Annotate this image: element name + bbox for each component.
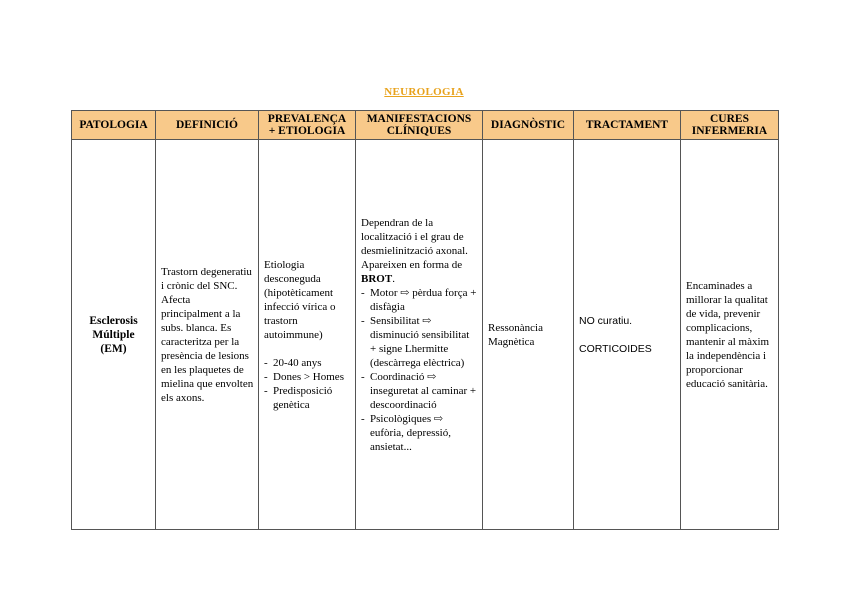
header-manifestacions-line1: MANIFESTACIONS [366,113,472,125]
intro-text: Dependran de la localització i el grau de desmielinització axonal. Apareixen en forma de [361,216,468,271]
spacer [264,342,351,356]
list-item: - Coordinació ⇨ inseguretat al caminar + descoordinació [361,370,478,412]
pathology-line2: Múltiple [92,328,135,341]
intro-bold: BROT [361,272,393,285]
header-prevalenca-line1: PREVALENÇA [267,113,347,125]
intro-end: . [392,272,395,285]
treatment-line1: NO curatiu. [579,314,633,327]
cell-prevalenca [259,140,356,530]
pathology-line3: (EM) [100,342,127,355]
header-tractament: TRACTAMENT [574,111,681,140]
pathology-name [72,314,155,356]
header-cures-line2: INFERMERIA [691,125,768,137]
header-diagnostic: DIAGNÒSTIC [483,111,574,140]
list-item: - 20-40 anys [264,356,351,370]
header-prevalenca [259,111,356,140]
header-prevalenca-line2: + ETIOLOGIA [268,125,346,137]
header-row [72,111,779,140]
header-cures-line1: CURES [710,113,749,125]
prevalence-list [264,356,351,412]
treatment-line2: CORTICOIDES [579,342,652,355]
list-item: - Motor ⇨ pèrdua força + disfàgia [361,286,478,314]
manifestations-list [361,286,478,454]
cell-definicio [156,140,259,530]
header-manifestacions [356,111,483,140]
header-definicio: DEFINICIÓ [156,111,259,140]
definition-text: Trastorn degeneratiu i crònic del SNC. Afecta principalment a la subs. blanca. Es caracteritza per la presència de lesions en les plaquetes de mielina que envolten els axons. [161,265,254,404]
cell-patologia [72,140,156,530]
manifestations-intro [361,216,478,286]
diagnostic-text: Ressonància Magnètica [488,321,543,348]
list-item: - Sensibilitat ⇨ disminució sensibilitat + signe Lhermitte (descàrrega elèctrica) [361,314,478,370]
header-cures [681,111,779,140]
table-row [72,140,779,530]
prevalence-content [259,258,355,412]
cell-manifestacions [356,140,483,530]
etiology-text: Etiologia desconeguda (hipotèticament infecció vírica o trastorn autoimmune) [264,258,336,341]
cell-tractament [574,140,681,530]
cell-cures [681,140,779,530]
header-patologia: PATOLOGIA [72,111,156,140]
header-manifestacions-line2: CLÍNIQUES [386,125,452,137]
spacer [579,328,676,342]
nursing-care-text: Encaminades a millorar la qualitat de vida, prevenir complicacions, mantenir al màxim la independència i proporcionar educació sanitària. [686,279,770,390]
neurology-table [71,110,779,530]
list-item: - Psicològiques ⇨ eufòria, depressió, ansietat... [361,412,478,454]
page-title: NEUROLOGIA [384,86,464,98]
manifestations-content [356,216,482,454]
list-item: - Dones > Homes [264,370,351,384]
treatment-content [574,314,680,356]
list-item: - Predisposició genètica [264,384,351,412]
pathology-line1: Esclerosis [89,314,138,327]
cell-diagnostic [483,140,574,530]
